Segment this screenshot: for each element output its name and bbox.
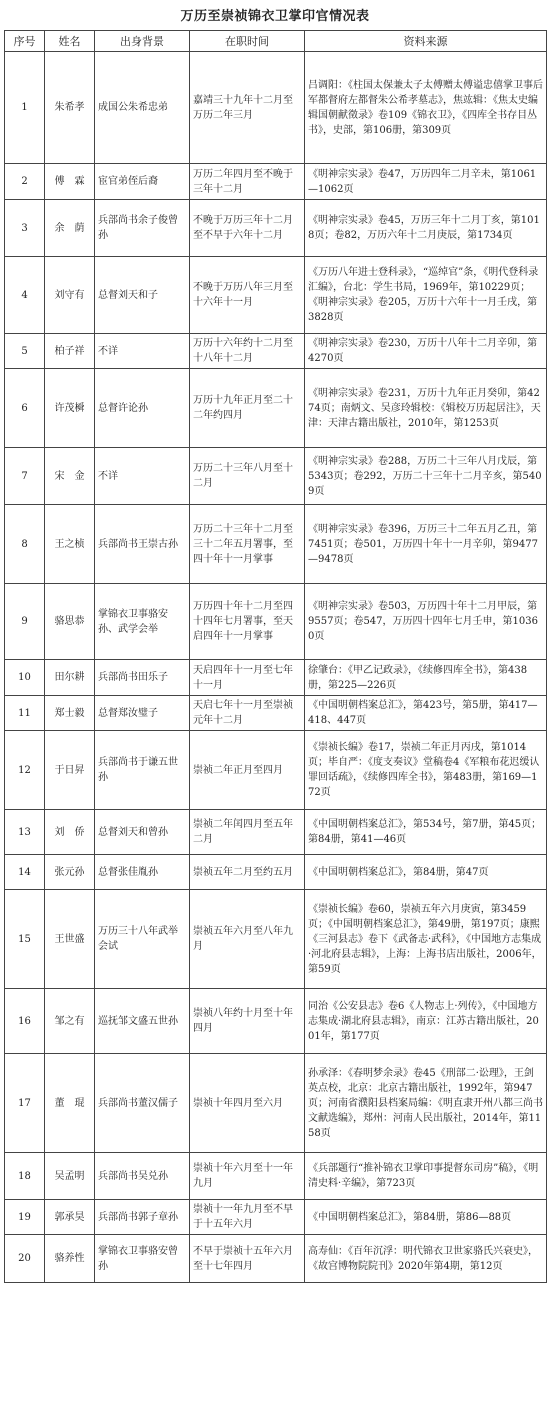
row-name: 骆养性 <box>45 1235 95 1283</box>
table-row <box>5 257 547 334</box>
row-name: 刘守有 <box>45 257 95 334</box>
row-number: 9 <box>5 584 45 660</box>
row-source: 《崇祯长编》卷17，崇祯二年正月丙戌，第1014页；毕自严：《度支奏议》堂稿卷4《军粮布花迟缓认罪回话疏》，《续修四库全书》，第483册，第169—172页 <box>305 731 547 810</box>
row-number: 8 <box>5 505 45 584</box>
row-term: 崇祯十年六月至十一年九月 <box>190 1153 305 1200</box>
row-source: 《中国明朝档案总汇》，第84册，第47页 <box>305 855 547 890</box>
table-row <box>5 731 547 810</box>
row-source: 《明神宗实录》卷231，万历十九年正月癸卯，第4274页；南炳文、吴彦玲辑校：《辑校万历起居注》，天津：天津古籍出版社，2010年，第1253页 <box>305 369 547 448</box>
row-source: 《明神宗实录》卷45，万历三年十二月丁亥，第1018页；卷82，万历六年十二月庚辰，第1734页 <box>305 200 547 257</box>
table-row <box>5 810 547 855</box>
row-background: 兵部尚书田乐子 <box>95 660 190 696</box>
row-term: 天启七年十一月至崇祯元年十二月 <box>190 696 305 731</box>
row-term: 不晚于万历八年三月至十六年十一月 <box>190 257 305 334</box>
header-term: 在职时间 <box>190 31 305 52</box>
row-number: 12 <box>5 731 45 810</box>
row-name: 骆思恭 <box>45 584 95 660</box>
row-term: 嘉靖三十九年十二月至万历二年三月 <box>190 52 305 164</box>
row-term: 万历二十三年十二月至三十二年五月署事，至四十年十一月掌事 <box>190 505 305 584</box>
row-background: 总督刘天和曾孙 <box>95 810 190 855</box>
row-background: 万历三十八年武举会试 <box>95 890 190 989</box>
row-background: 兵部尚书董汉儒子 <box>95 1054 190 1153</box>
table-row <box>5 1235 547 1283</box>
row-source: 同治《公安县志》卷6《人物志上·列传》，《中国地方志集成·湖北府县志辑》，南京：江苏古籍出版社，2001年，第177页 <box>305 989 547 1054</box>
row-term: 万历十六年约十二月至十八年十二月 <box>190 334 305 369</box>
row-term: 万历十九年正月至二十二年约四月 <box>190 369 305 448</box>
table-row <box>5 1153 547 1200</box>
row-term: 崇祯八年约十月至十年四月 <box>190 989 305 1054</box>
row-source: 《中国明朝档案总汇》，第534号，第7册，第45页；第84册，第41—46页 <box>305 810 547 855</box>
row-number: 18 <box>5 1153 45 1200</box>
row-term: 万历二十三年八月至十二月 <box>190 448 305 505</box>
row-background: 不详 <box>95 448 190 505</box>
row-background: 掌锦衣卫事骆安孙、武学会举 <box>95 584 190 660</box>
row-name: 董 琨 <box>45 1054 95 1153</box>
row-name: 郭承昊 <box>45 1200 95 1235</box>
row-number: 3 <box>5 200 45 257</box>
row-number: 1 <box>5 52 45 164</box>
row-number: 6 <box>5 369 45 448</box>
row-source: 《万历八年进士登科录》，“巡绰官”条，《明代登科录汇编》，台北：学生书局，1969年，第10229页；《明神宗实录》卷205，万历十六年十一月壬戌，第3828页 <box>305 257 547 334</box>
row-source: 徐肇台：《甲乙记政录》，《续修四库全书》，第438册，第225—226页 <box>305 660 547 696</box>
row-name: 傅 霖 <box>45 164 95 200</box>
row-source: 高寿仙：《百年沉浮：明代锦衣卫世家骆氏兴衰史》，《故宫博物院院刊》2020年第4期，第12页 <box>305 1235 547 1283</box>
table-row <box>5 1200 547 1235</box>
header-name: 姓名 <box>45 31 95 52</box>
table-body <box>5 52 547 1283</box>
header-background: 出身背景 <box>95 31 190 52</box>
row-background: 不详 <box>95 334 190 369</box>
row-number: 2 <box>5 164 45 200</box>
row-number: 11 <box>5 696 45 731</box>
row-term: 崇祯二年闰四月至五年二月 <box>190 810 305 855</box>
row-term: 崇祯五年二月至约五月 <box>190 855 305 890</box>
table-row <box>5 200 547 257</box>
table-row <box>5 52 547 164</box>
row-name: 王世盛 <box>45 890 95 989</box>
row-term: 崇祯十年四月至六月 <box>190 1054 305 1153</box>
row-source: 《明神宗实录》卷230，万历十八年十二月辛卯，第4270页 <box>305 334 547 369</box>
table-row <box>5 164 547 200</box>
table-row <box>5 855 547 890</box>
row-term: 崇祯五年六月至八年九月 <box>190 890 305 989</box>
row-background: 兵部尚书郭子章孙 <box>95 1200 190 1235</box>
row-background: 兵部尚书吴兑孙 <box>95 1153 190 1200</box>
row-term: 不早于崇祯十五年六月至十七年四月 <box>190 1235 305 1283</box>
row-term: 崇祯二年正月至四月 <box>190 731 305 810</box>
table-row <box>5 369 547 448</box>
officials-table <box>4 30 547 1283</box>
row-number: 10 <box>5 660 45 696</box>
table-row <box>5 696 547 731</box>
row-number: 20 <box>5 1235 45 1283</box>
row-term: 万历四十年十二月至四十四年七月署事，至天启四年十一月掌事 <box>190 584 305 660</box>
row-source: 《明神宗实录》卷47，万历四年二月辛未，第1061—1062页 <box>305 164 547 200</box>
row-name: 邹之有 <box>45 989 95 1054</box>
table-title: 万历至崇祯锦衣卫掌印官情况表 <box>180 9 370 24</box>
row-number: 13 <box>5 810 45 855</box>
row-source: 《明神宗实录》卷396，万历三十二年五月乙丑，第7451页；卷501，万历四十年十一月辛卯，第9477—9478页 <box>305 505 547 584</box>
row-source: 《明神宗实录》卷288，万历二十三年八月戊辰，第5343页；卷292，万历二十三年十二月辛亥，第5409页 <box>305 448 547 505</box>
table-row <box>5 448 547 505</box>
row-name: 许茂橓 <box>45 369 95 448</box>
row-name: 郑士毅 <box>45 696 95 731</box>
row-source: 《兵部题行“推补锦衣卫掌印事提督东司房”稿》，《明清史料·辛编》，第723页 <box>305 1153 547 1200</box>
table-row <box>5 890 547 989</box>
row-background: 兵部尚书王崇古孙 <box>95 505 190 584</box>
table-row <box>5 1054 547 1153</box>
row-source: 《中国明朝档案总汇》，第423号，第5册，第417—418、447页 <box>305 696 547 731</box>
row-name: 余 荫 <box>45 200 95 257</box>
row-term: 不晚于万历三年十二月至不早于六年十二月 <box>190 200 305 257</box>
row-source: 吕调阳：《柱国太保兼太子太傅赠太傅谥忠僖掌卫事后军都督府左都督朱公希孝墓志》，焦竑辑：《焦太史编辑国朝献徵录》卷109《锦衣卫》，《四库全书存目丛书》，史部，第106册，第309页 <box>305 52 547 164</box>
row-background: 宦官弟侄后裔 <box>95 164 190 200</box>
row-background: 成国公朱希忠弟 <box>95 52 190 164</box>
row-number: 15 <box>5 890 45 989</box>
row-background: 掌锦衣卫事骆安曾孙 <box>95 1235 190 1283</box>
table-row <box>5 505 547 584</box>
row-number: 14 <box>5 855 45 890</box>
row-background: 总督许论孙 <box>95 369 190 448</box>
row-background: 总督张佳胤孙 <box>95 855 190 890</box>
row-name: 于日昇 <box>45 731 95 810</box>
header-source: 资料来源 <box>305 31 547 52</box>
table-row <box>5 334 547 369</box>
header-no: 序号 <box>5 31 45 52</box>
row-number: 19 <box>5 1200 45 1235</box>
row-number: 7 <box>5 448 45 505</box>
row-name: 张元孙 <box>45 855 95 890</box>
row-name: 宋 金 <box>45 448 95 505</box>
row-name: 田尔耕 <box>45 660 95 696</box>
row-name: 刘 侨 <box>45 810 95 855</box>
row-number: 4 <box>5 257 45 334</box>
row-name: 柏子祥 <box>45 334 95 369</box>
row-background: 兵部尚书余子俊曾孙 <box>95 200 190 257</box>
table-row <box>5 584 547 660</box>
row-term: 万历二年四月至不晚于三年十二月 <box>190 164 305 200</box>
row-number: 5 <box>5 334 45 369</box>
table-row <box>5 660 547 696</box>
table-header-row <box>5 31 547 52</box>
row-background: 总督刘天和子 <box>95 257 190 334</box>
row-background: 总督郑汝璧子 <box>95 696 190 731</box>
row-background: 兵部尚书于谦五世孙 <box>95 731 190 810</box>
row-term: 天启四年十一月至七年十一月 <box>190 660 305 696</box>
row-background: 巡抚邹文盛五世孙 <box>95 989 190 1054</box>
row-source: 《崇祯长编》卷60，崇祯五年六月庚寅，第3459页；《中国明朝档案总汇》，第49册，第197页；康熙《三河县志》卷下《武备志·武科》，《中国地方志集成·河北府县志辑》，上海：上海书店出版社，2006年，第59页 <box>305 890 547 989</box>
row-name: 朱希孝 <box>45 52 95 164</box>
row-source: 《明神宗实录》卷503，万历四十年十二月甲辰，第9557页；卷547，万历四十四年七月壬申，第10360页 <box>305 584 547 660</box>
row-name: 王之桢 <box>45 505 95 584</box>
row-number: 17 <box>5 1054 45 1153</box>
row-number: 16 <box>5 989 45 1054</box>
table-row <box>5 989 547 1054</box>
row-name: 吴孟明 <box>45 1153 95 1200</box>
row-term: 崇祯十一年九月至不早于十五年六月 <box>190 1200 305 1235</box>
row-source: 《中国明朝档案总汇》，第84册，第86—88页 <box>305 1200 547 1235</box>
row-source: 孙承泽：《春明梦余录》卷45《刑部二·讼理》，王剑英点校，北京：北京古籍出版社，1992年，第947页；河南省濮阳县档案局编：《明直隶开州八都三尚书文献选编》，郑州：河南人民出版社，2014年，第1158页 <box>305 1054 547 1153</box>
